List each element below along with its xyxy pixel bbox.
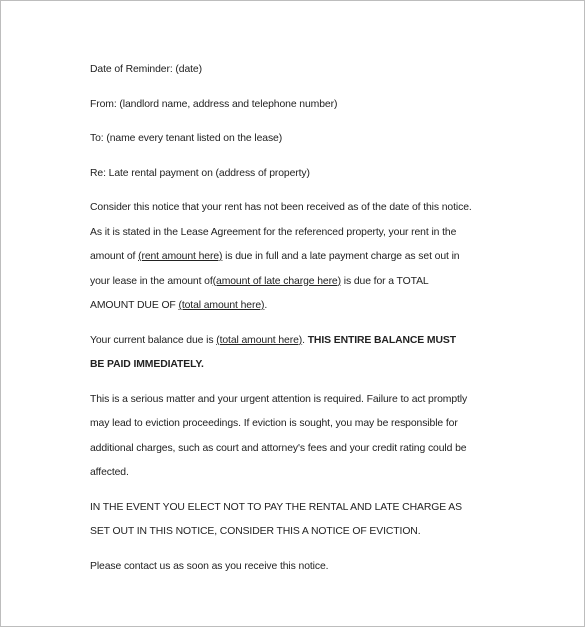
paragraph-balance: [90, 330, 530, 379]
paragraph-line: This is a serious matter and your urgent attention is required. Failure to act promptly: [90, 393, 468, 405]
re-line: Re: Late rental payment on (address of property): [90, 167, 310, 179]
rent-amount-field: (rent amount here): [138, 251, 223, 262]
from-line: From: (landlord name, address and telephone number): [90, 98, 338, 110]
paragraph-line: Please contact us as soon as you receive this notice.: [90, 560, 329, 572]
text: is due for a TOTAL: [340, 275, 429, 287]
spacer: [90, 153, 530, 163]
spacer: [90, 546, 530, 556]
spacer: [90, 320, 530, 330]
spacer: [90, 379, 530, 389]
date-line: Date of Reminder: (date): [90, 64, 202, 75]
paragraph-eviction: [90, 497, 530, 546]
paragraph-line: As it is stated in the Lease Agreement for the referenced property, your rent in the: [90, 226, 457, 238]
paragraph-line: IN THE EVENT YOU ELECT NOT TO PAY THE RENTAL AND LATE CHARGE AS: [90, 501, 462, 513]
text: is due in full and a late payment charge as set out in: [222, 251, 460, 262]
spacer: [90, 487, 530, 497]
letter-body: [90, 59, 530, 580]
paragraph-line: affected.: [90, 467, 129, 478]
text: your lease in the amount of: [90, 275, 213, 287]
text: amount of: [90, 251, 139, 262]
bold-warning: BE PAID IMMEDIATELY.: [90, 359, 204, 370]
bold-warning: THIS ENTIRE BALANCE MUST: [307, 334, 456, 346]
total-amount-field: (total amount here): [178, 300, 265, 311]
paragraph-line: additional charges, such as court and attorney's fees and your credit rating could be: [90, 442, 467, 454]
paragraph-line: Consider this notice that your rent has not been received as of the date of this notice.: [90, 202, 472, 213]
text: .: [302, 334, 308, 346]
spacer: [90, 187, 530, 197]
paragraph-line: may lead to eviction proceedings. If eviction is sought, you may be responsible for: [90, 418, 458, 429]
paragraph-line: [90, 330, 530, 355]
paragraph-contact: [90, 556, 530, 581]
text: .: [264, 300, 268, 311]
paragraph-line: [90, 295, 530, 320]
spacer: [90, 118, 530, 128]
total-amount-field: (total amount here): [216, 334, 303, 346]
paragraph-notice: [90, 197, 530, 320]
text: Your current balance due is: [90, 334, 217, 346]
paragraph-line: SET OUT IN THIS NOTICE, CONSIDER THIS A NOTICE OF EVICTION.: [90, 526, 421, 537]
paragraph-line: [90, 246, 530, 271]
paragraph-serious: [90, 389, 530, 487]
to-line: To: (name every tenant listed on the lease): [90, 133, 283, 144]
late-charge-field: (amount of late charge here): [212, 275, 341, 287]
paragraph-line: [90, 271, 530, 296]
text: AMOUNT DUE OF: [90, 300, 179, 311]
spacer: [90, 84, 530, 94]
